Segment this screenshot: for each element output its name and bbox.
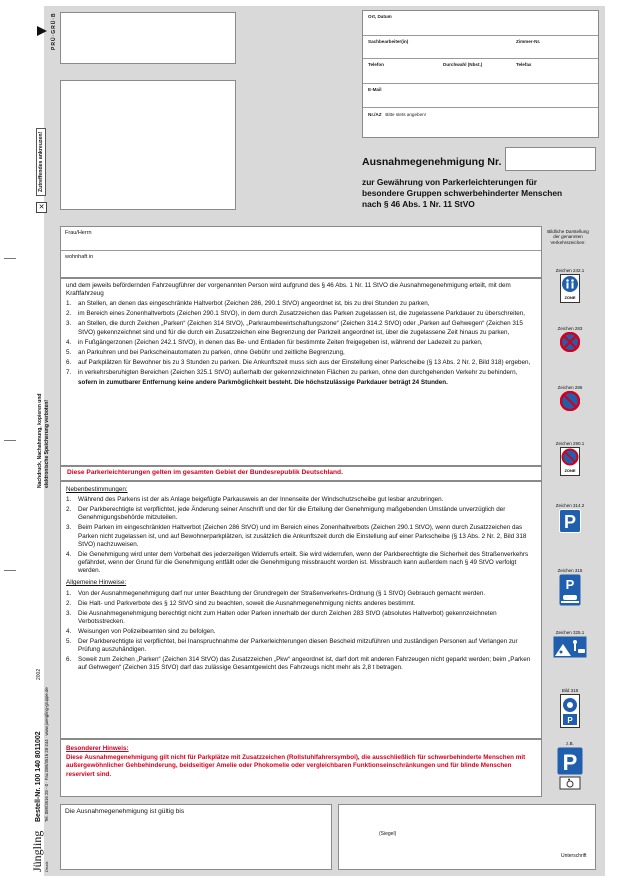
item-text: Soweit zum Zeichen „Parken“ (Zeichen 314 StVO) das Zusatzzeichen „Pkw“ angeordnet ist, darf dort mit anderen Fahrzeugen nicht geparkt werden; beim „Parken auf Gehwegen“ (Zeichen 315 StVO) darf das zulässige Gesamtgewicht des Fahrzeugs nicht mehr als 2,8 t betragen. xyxy=(78,656,531,672)
signature-box[interactable] xyxy=(338,804,596,870)
wohnhaft-label: wohnhaft in xyxy=(65,254,94,260)
ort-datum-label: Ort, Datum xyxy=(368,14,392,19)
copyright-note-2: elektronische Speicherung verboten! xyxy=(44,399,50,488)
sign-caption: Zeichen 315 xyxy=(557,568,583,573)
gebiet-box xyxy=(60,466,542,481)
svg-text:P: P xyxy=(567,716,573,726)
parking-disc-icon xyxy=(560,694,580,728)
validity-box[interactable] xyxy=(60,804,332,870)
nr-az-text: Nr./AZ xyxy=(368,112,382,117)
sign-bild-318 xyxy=(551,688,589,733)
item-text: auf Parkplätzen für Bewohner bis zu 3 Stunden zu parken. Die Ankunftszeit muss sich aus der Einstellung einer Parkscheibe (§ 13 Abs. 2 Nr. 2, Bild 318) ergeben, xyxy=(78,358,531,366)
fold-mark xyxy=(4,570,16,571)
sign-314-2 xyxy=(551,503,589,538)
main-text-box xyxy=(60,278,542,466)
telefon-label: Telefon xyxy=(368,62,384,67)
edition-year: 2002 xyxy=(36,668,42,680)
traffic-calmed-area-sign-icon xyxy=(553,636,587,658)
item-text: an Stellen, die durch Zeichen „Parken“ (Zeichen 314 StVO), „Parkraumbewirtschaftungszone“ (Zeichen 314.2 StVO) oder „Parken auf Gehwegen“ (Zeichen 315 StVO) gekennzeichnet sind und für die durch ein Zusatzzeichen eine Begrenzung der Parkzeit angeordnet ist, über die zugelassene Zeit hinaus zu parken, xyxy=(78,320,523,336)
sign-disabled-parking xyxy=(551,741,589,796)
neben-title: Nebenbestimmungen: xyxy=(66,486,128,493)
list-item: 4. in Fußgängerzonen (Zeichen 242.1 StVO), in denen das Be- und Entladen für bestimmte Zeiten freigegeben ist, während der Ladezeit zu parken, xyxy=(66,338,483,346)
form-title: Ausnahmegenehmigung Nr. xyxy=(362,156,502,168)
list-item: 4. Die Genehmigung wird unter dem Vorbehalt des jederzeitigen Widerrufs erteilt. Sie wird widerrufen, wenn der Parkberechtigte die Sicherheit des Straßenverkehrs gefährdet, wenn der Grund für die Genehmigung entfällt oder die Genehmigung missbraucht worden ist. Missbrauch kann außerdem nach § 49 StVO verfolgt werden. xyxy=(66,550,529,575)
sign-caption: Zeichen 283 xyxy=(557,326,583,331)
sign-caption: Bild 318 xyxy=(561,688,579,693)
list-item: 7. in verkehrsberuhigten Bereichen (Zeichen 325.1 StVO) außerhalb der gekennzeichneten Flächen zu parken, ohne den durchgehenden Verkehr zu behindern, xyxy=(66,368,518,376)
email-label: E-Mail xyxy=(368,87,382,92)
restricted-stopping-sign-icon xyxy=(560,391,580,411)
permit-number-field[interactable] xyxy=(505,147,596,171)
fold-mark xyxy=(4,440,16,441)
signature-label: Unterschrift xyxy=(561,853,587,859)
person-box[interactable] xyxy=(60,226,542,278)
pedestrian-zone-sign-icon xyxy=(560,274,580,303)
sign-283 xyxy=(551,326,589,357)
allg-title: Allgemeine Hinweise: xyxy=(66,579,127,587)
list-item: 4. Weisungen von Polizeibeamten sind zu befolgen. xyxy=(66,627,216,635)
publisher-logo: Jüngling xyxy=(30,830,44,872)
item-text: Der Parkberechtigte ist verpflichtet, jede Änderung seiner Anschrift und der für die Erteilung der Genehmigung maßgebenden Umstände unverzüglich der Genehmigungsbehörde mitzuteilen. xyxy=(78,506,506,522)
subtitle-line-3: nach § 46 Abs. 1 Nr. 11 StVO xyxy=(362,199,475,209)
publisher-contact: Tel. 089/3516 28 - 0 · Fax 089/3516 28-244 · www.juengling-gruppe.de xyxy=(44,687,49,822)
list-item: 3. an Stellen, die durch Zeichen „Parken“ (Zeichen 314 StVO), „Parkraumbewirtschaftungszone“ (Zeichen 314.2 StVO) oder „Parken auf Gehwegen“ (Zeichen 315 StVO) gekennzeichnet sind und für die durch ein Zusatzzeichen eine Begrenzung der Parkzeit angeordnet ist, über die zugelassene Zeit hinaus zu parken, xyxy=(66,320,523,336)
publisher-logo-sub: Druck xyxy=(44,861,49,872)
sign-caption: Zeichen 290.1 xyxy=(555,441,585,446)
item-text: im Bereich eines Zonenhaltverbots (Zeichen 290.1 StVO), in dem durch Zusatzzeichen das Parken zugelassen ist, die zugelassene Parkdauer zu überschreiten, xyxy=(78,310,525,318)
list-item: 2. im Bereich eines Zonenhaltverbots (Zeichen 290.1 StVO), in dem durch Zusatzzeichen das Parken zugelassen ist, die zugelassene Parkdauer zu überschreiten, xyxy=(66,310,525,318)
gebiet-text: Diese Parkerleichterungen gelten im gesamten Gebiet der Bundesrepublik Deutschland. xyxy=(67,469,343,476)
durchwahl-label: Durchwahl (Nbst.) xyxy=(443,62,483,67)
conditions-box xyxy=(60,481,542,739)
list-item: 3. Die Ausnahmegenehmigung berechtigt nicht zum Halten oder Parken innerhalb der durch Zeichen 283 StVO (absolutes Haltverbot) gekennzeichneten Verbotsstrecken. xyxy=(66,609,497,625)
sign-caption: Zeichen 286 xyxy=(557,385,583,390)
sign-315 xyxy=(551,568,589,611)
logo-letters: PRÜ·GRÜ·B xyxy=(51,12,57,50)
list-item: 1. Von der Ausnahmegenehmigung darf nur unter Beachtung der Grundregeln der Straßenverkehrs-Ordnung (§ 1 StVO) Gebrauch gemacht werden. xyxy=(66,589,486,597)
list-item: 2. Der Parkberechtigte ist verpflichtet, jede Änderung seiner Anschrift und der für die Erteilung der Genehmigung maßgebenden Umstände unverzüglich der Genehmigungsbehörde mitzuteilen. xyxy=(66,506,506,522)
list-item: 1. Während des Parkens ist der als Anlage beigefügte Parkausweis an der Innenseite der Windschutzscheibe gut lesbar anzubringen. xyxy=(66,496,444,504)
form-subtitle xyxy=(362,177,562,210)
item-text: Weisungen von Polizeibeamten sind zu befolgen. xyxy=(78,627,216,635)
svg-text:P: P xyxy=(565,577,575,593)
sign-242-1 xyxy=(551,268,589,308)
no-stopping-sign-icon xyxy=(560,332,580,352)
item-text: Die Ausnahmegenehmigung berechtigt nicht zum Halten oder Parken innerhalb der durch Zeichen 283 StVO (absolutes Haltverbot) gekennzeichneten Verbotsstrecken. xyxy=(78,609,497,625)
copyright-note: Nachdruck, Nachahmung, kopieren und xyxy=(37,393,43,488)
checkbox-icon[interactable]: ✕ xyxy=(36,202,47,213)
arrow-icon xyxy=(36,24,48,42)
item-text: in Fußgängerzonen (Zeichen 242.1 StVO), in denen das Be- und Entladen für bestimmte Zeiten freigegeben ist, während der Ladezeit zu parken, xyxy=(78,338,483,346)
item-text: Von der Ausnahmegenehmigung darf nur unter Beachtung der Grundregeln der Straßenverkehrs-Ordnung (§ 1 StVO) Gebrauch gemacht werden. xyxy=(78,589,486,597)
item-text: Der Parkberechtigte ist verpflichtet, bei Inanspruchnahme der Parkerleichterungen diesen Bescheid mitzuführen und zuständigen Personen auf Verlangen zur Prüfung auszuhändigen. xyxy=(78,637,518,654)
item-text: Während des Parkens ist der als Anlage beigefügte Parkausweis an der Innenseite der Windschutzscheibe gut lesbar anzubringen. xyxy=(78,496,444,504)
special-note-box xyxy=(60,739,542,797)
sign-caption: z.B. xyxy=(566,741,574,746)
svg-text:P: P xyxy=(563,512,577,533)
sign-286 xyxy=(551,385,589,416)
list-item: 5. an Parkuhren und bei Parkscheinautomaten zu parken, ohne Gebühr und zeitliche Begrenzung, xyxy=(66,348,345,356)
sign-caption: Zeichen 314.2 xyxy=(555,503,585,508)
special-note-text: Diese Ausnahmegenehmigung gilt nicht für Parkplätze mit Zusatzzeichen (Rollstuhlfahrersymbol), die ausschließlich für schwerbehinderte Menschen mit außergewöhnlicher Gehbehinderung, beidseitiger Amelie oder Phokomelie oder vergleichbaren Funktionseinschränkungen und für blinde Menschen reserviert sind. xyxy=(66,754,526,778)
address-box-recipient[interactable] xyxy=(60,80,236,210)
list-item: 2. Die Halt- und Parkverbote des § 12 StVO sind zu beachten, soweit die Ausnahmegenehmigung nichts anderes bestimmt. xyxy=(66,599,416,607)
list-item: 1. an Stellen, an denen das eingeschränkte Haltverbot (Zeichen 286, 290.1 StVO) angeordnet ist, bis zu drei Stunden zu parken, xyxy=(66,300,430,308)
wheelchair-parking-sign-icon xyxy=(557,747,583,791)
address-box-top[interactable] xyxy=(60,12,236,64)
svg-text:ZONE: ZONE xyxy=(564,295,576,301)
list-item: 6. auf Parkplätzen für Bewohner bis zu 3 Stunden zu parken. Die Ankunftszeit muss sich aus der Einstellung einer Parkscheibe (§ 13 Abs. 2 Nr. 2, Bild 318) ergeben, xyxy=(66,358,531,366)
list-item: 5. Der Parkberechtigte ist verpflichtet, bei Inanspruchnahme der Parkerleichterungen diesen Bescheid mitzuführen und zuständigen Personen auf Verlangen zur Prüfung auszuhändigen. xyxy=(66,637,518,654)
svg-text:P: P xyxy=(562,750,578,776)
parking-on-sidewalk-sign-icon xyxy=(559,574,581,606)
sign-290-1 xyxy=(551,441,589,481)
intro-text: und dem jeweils befördernden Fahrzeugführer der vorgenannten Person wird aufgrund des § 46 Abs. 1 Nr. 11 StVO die Ausnahmegenehmigung erteilt, mit dem Kraftfahrzeug xyxy=(66,282,511,298)
parking-sign-icon xyxy=(559,509,581,533)
subtitle-line-1: zur Gewährung von Parkerleichterungen für xyxy=(362,177,537,187)
sign-325-1 xyxy=(551,630,589,663)
subtitle-line-2: besondere Gruppen schwerbehinderter Menschen xyxy=(362,188,563,198)
authority-info-box xyxy=(362,10,599,138)
item-text: Die Halt- und Parkverbote des § 12 StVO sind zu beachten, soweit die Ausnahmegenehmigung nichts anderes bestimmt. xyxy=(78,599,416,607)
list-item: 3. Beim Parken im eingeschränkten Haltverbot (Zeichen 286 StVO) und im Bereich eines Zonenhaltverbots (Zeichen 290.1 StVO), wenn durch Zusatzzeichen das Parken nicht zugelassen ist, und auf Bewohnerparkplätzen, ist zusätzlich die Ankunftszeit durch die Einstellung auf einer Parkscheibe (§ 13 Abs. 2 Nr. 2, Bild 318 StVO) nachzuweisen. xyxy=(66,524,527,548)
sign-caption: Zeichen 242.1 xyxy=(555,268,585,273)
signs-header: Bildliche Darstellung der genannten Verkehrszeichen: xyxy=(547,229,589,245)
sofern-text: sofern in zumutbarer Entfernung keine andere Parkmöglichkeit besteht. Die höchstzulässige Parkdauer beträgt 24 Stunden. xyxy=(78,378,448,386)
item-text: Beim Parken im eingeschränkten Haltverbot (Zeichen 286 StVO) und im Bereich eines Zonenhaltverbots (Zeichen 290.1 StVO), wenn durch Zusatzzeichen das Parken nicht zugelassen ist, und auf Bewohnerparkplätzen, ist zusätzlich die Ankunftszeit durch die Einstellung auf einer Parkscheibe (§ 13 Abs. 2 Nr. 2, Bild 318 StVO) nachzuweisen. xyxy=(78,524,527,548)
fold-mark xyxy=(4,258,16,259)
item-text: Die Genehmigung wird unter dem Vorbehalt des jederzeitigen Widerrufs erteilt. Sie wird widerrufen, wenn der Parkberechtigte die Sicherheit des Straßenverkehrs gefährdet, wenn der Grund für die Genehmigung entfällt oder die Genehmigung missbraucht worden ist. Missbrauch kann außerdem nach § 49 StVO verfolgt werden. xyxy=(78,550,529,575)
item-text: an Parkuhren und bei Parkscheinautomaten zu parken, ohne Gebühr und zeitliche Begrenzung, xyxy=(78,348,345,356)
zimmer-label: Zimmer-Nr. xyxy=(516,39,541,44)
seal-label: (Siegel) xyxy=(379,831,397,837)
special-note-title: Besonderer Hinweis: xyxy=(66,745,129,752)
sign-caption: Zeichen 325.1 xyxy=(555,630,585,635)
bitte-angeben: Bitte stets angeben! xyxy=(385,112,426,117)
item-text: in verkehrsberuhigten Bereichen (Zeichen 325.1 StVO) außerhalb der gekennzeichneten Flächen zu parken, ohne den durchgehenden Verkehr zu behindern, xyxy=(78,368,518,376)
zone-no-stopping-sign-icon xyxy=(560,447,580,476)
list-item: 6. Soweit zum Zeichen „Parken“ (Zeichen 314 StVO) das Zusatzzeichen „Pkw“ angeordnet ist, darf dort mit anderen Fahrzeugen nicht geparkt werden; beim „Parken auf Gehwegen“ (Zeichen 315 StVO) darf das zulässige Gesamtgewicht des Fahrzeugs nicht mehr als 2,8 t betragen. xyxy=(66,656,531,672)
order-number: Bestell-Nr. 100 140 8011002 xyxy=(35,731,42,822)
frau-herrn-label: Frau/Herrn xyxy=(65,230,92,236)
zutreffendes-note: Zutreffendes ankreuzen! xyxy=(36,128,46,196)
item-text: an Stellen, an denen das eingeschränkte Haltverbot (Zeichen 286, 290.1 StVO) angeordnet ist, bis zu drei Stunden zu parken, xyxy=(78,300,430,308)
validity-label: Die Ausnahmegenehmigung ist gültig bis xyxy=(65,808,185,815)
telefax-label: Telefax xyxy=(516,62,532,67)
svg-text:ZONE: ZONE xyxy=(564,468,576,474)
sachbearbeiter-label: Sachbearbeiter(in) xyxy=(368,39,409,44)
nr-az-label xyxy=(368,112,426,117)
